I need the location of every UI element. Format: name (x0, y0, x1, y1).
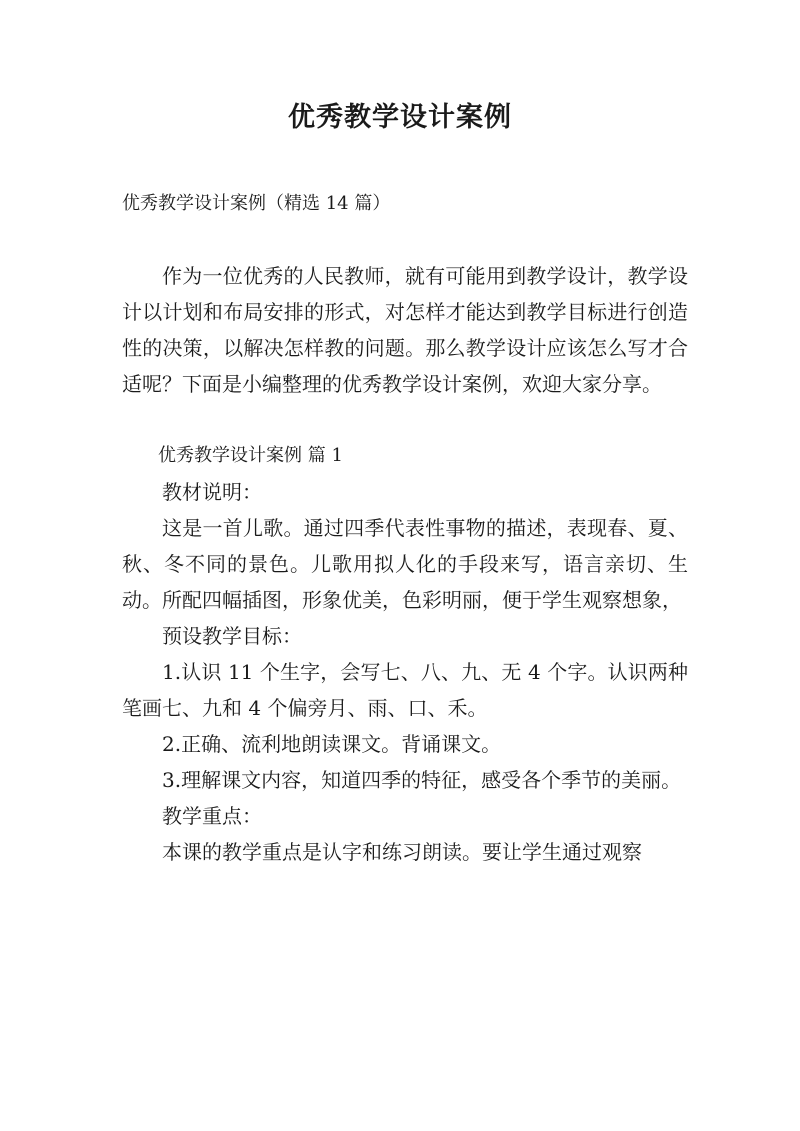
material-label: 教材说明： (162, 480, 262, 504)
goal-item-3: 3.理解课文内容，知道四季的特征，感受各个季节的美丽。 (162, 768, 682, 792)
document-subtitle: 优秀教学设计案例（精选 14 篇） (122, 193, 391, 214)
focus-paragraph: 本课的教学重点是认字和练习朗读。要让学生通过观察 (162, 840, 642, 864)
goals-label: 预设教学目标： (162, 624, 302, 648)
focus-label: 教学重点： (162, 804, 262, 828)
page-title: 优秀教学设计案例 (288, 102, 512, 133)
material-paragraph: 这是一首儿歌。通过四季代表性事物的描述，表现春、夏、秋、冬不同的景色。儿歌用拟人化的手段来写，语言亲切、生动。所配四幅插图，形象优美，色彩明丽，便于学生观察想象， (122, 516, 688, 612)
goal-item-1: 1.认识 11 个生字，会写七、八、九、无 4 个字。认识两种笔画七、九和 4 个偏旁月、雨、口、禾。 (122, 660, 688, 720)
intro-paragraph: 作为一位优秀的人民教师，就有可能用到教学设计，教学设计以计划和布局安排的形式，对怎样才能达到教学目标进行创造性的决策，以解决怎样教的问题。那么教学设计应该怎么写才合适呢？下面是小编整理的优秀教学设计案例，欢迎大家分享。 (122, 264, 688, 396)
section-heading: 优秀教学设计案例 篇 1 (158, 445, 343, 466)
document-body (122, 258, 688, 870)
goal-item-2: 2.正确、流利地朗读课文。背诵课文。 (162, 732, 502, 756)
paragraph-spacer (122, 402, 688, 438)
